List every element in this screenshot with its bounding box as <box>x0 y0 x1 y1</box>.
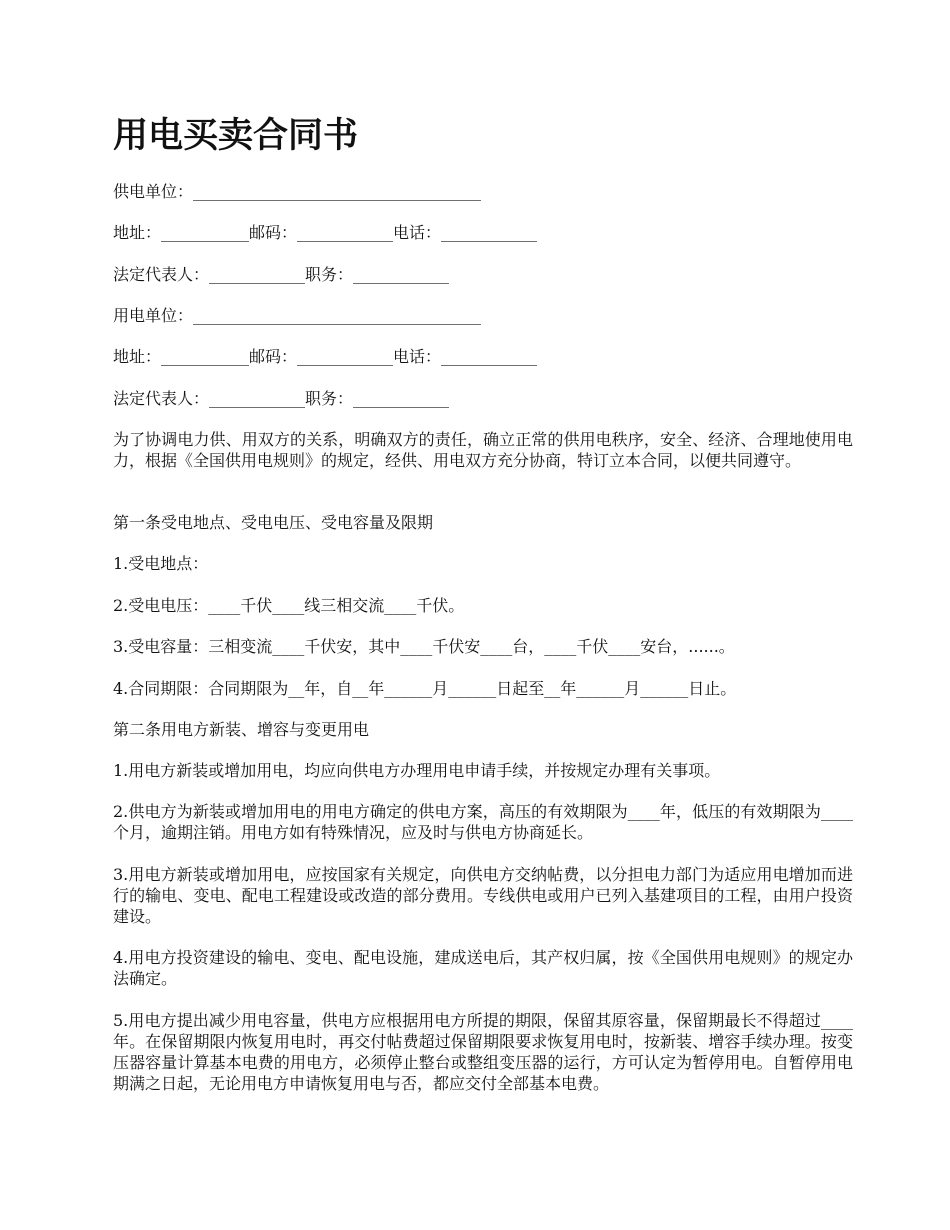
article-1-item-3: 3.受电容量：三相变流____千伏安，其中____千伏安____台，____千伏____安台，......。 <box>113 637 735 656</box>
consumer-unit-line: 用电单位：____________________________________ <box>113 306 482 325</box>
article-1-item-4: 4.合同期限：合同期限为__年，自__年______月______日起至__年______月______日止。 <box>113 679 737 698</box>
article-2-item-3: 3.用电方新装或增加用电，应按国家有关规定，向供电方交纳帖费，以分担电力部门为适应用电增加而进行的输电、变电、配电工程建设或改造的部分费用。专线供电或用户已列入基建项目的工程，由用户投资建设。 <box>113 865 853 926</box>
article-2-heading: 第二条用电方新装、增容与变更用电 <box>113 720 370 739</box>
article-1-item-1: 1.受电地点： <box>113 554 209 573</box>
article-1-item-2: 2.受电电压：____千伏____线三相交流____千伏。 <box>113 596 465 615</box>
document-title: 用电买卖合同书 <box>113 116 359 156</box>
consumer-address-line: 地址：___________邮码：____________电话：____________ <box>113 347 538 366</box>
article-2-item-1: 1.用电方新装或增加用电，均应向供电方办理用电申请手续，并按规定办理有关事项。 <box>113 761 721 780</box>
supplier-representative-line: 法定代表人：____________职务：____________ <box>113 265 450 284</box>
article-1-heading: 第一条受电地点、受电电压、受电容量及限期 <box>113 513 434 532</box>
intro-paragraph: 为了协调电力供、用双方的关系，明确双方的责任，确立正常的供用电秩序，安全、经济、合理地使用电力，根据《全国供用电规则》的规定，经供、用电双方充分协商，特订立本合同，以便共同遵守。 <box>113 430 853 470</box>
supplier-unit-line: 供电单位：____________________________________ <box>113 182 482 201</box>
article-2-item-4: 4.用电方投资建设的输电、变电、配电设施，建成送电后，其产权归属，按《全国供用电规则》的规定办法确定。 <box>113 948 853 988</box>
supplier-address-line: 地址：___________邮码：____________电话：____________ <box>113 223 538 242</box>
article-2-item-2: 2.供电方为新装或增加用电的用电方确定的供电方案，高压的有效期限为____年，低压的有效期限为____个月，逾期注销。用电方如有特殊情况，应及时与供电方协商延长。 <box>113 802 853 842</box>
article-2-item-5: 5.用电方提出减少用电容量，供电方应根据用电方所提的期限，保留其原容量，保留期最长不得超过____年。在保留期限内恢复用电时，再交付帖费超过保留期限要求恢复用电时，按新装、增容手续办理。按变压器容量计算基本电费的用电方，必须停止整台或整组变压器的运行，方可认定为暂停用电。自暂停用电期满之日起，无论用电方申请恢复用电与否，都应交付全部基本电费。 <box>113 1011 853 1093</box>
consumer-representative-line: 法定代表人：____________职务：____________ <box>113 389 450 408</box>
